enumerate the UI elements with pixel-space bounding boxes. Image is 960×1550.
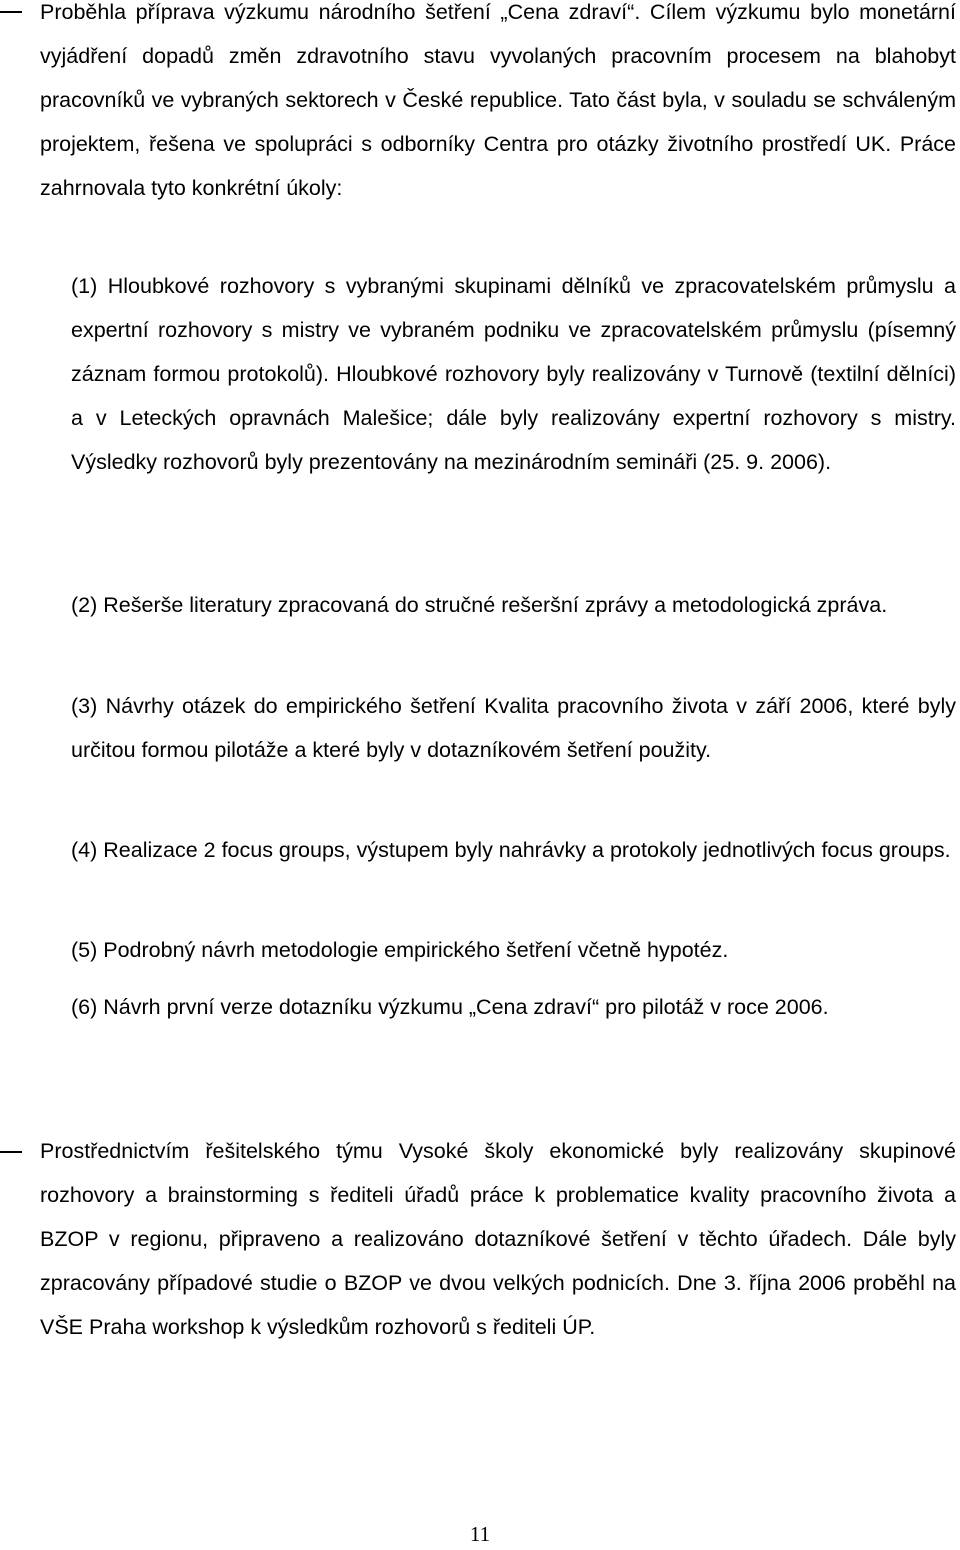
task-1: (1) Hloubkové rozhovory s vybranými skupinami dělníků ve zpracovatelském průmyslu a expertní rozhovory s mistry ve vybraném podniku ve zpracovatelském průmyslu (písemný záznam formou protokolů). Hloubkové rozhovory byly realizovány v Turnově (textilní dělníci) a v Leteckých opravnách Malešice; dále byly realizovány expertní rozhovory s mistry. Výsledky rozhovorů byly prezentovány na mezinárodním semináři (25. 9. 2006). xyxy=(71,274,956,474)
task-4: (4) Realizace 2 focus groups, výstupem byly nahrávky a protokoly jednotlivých focus groups. xyxy=(71,838,951,862)
task-2: (2) Rešerše literatury zpracovaná do stručné rešeršní zprávy a metodologická zpráva. xyxy=(71,593,888,617)
bullet-dash-2 xyxy=(0,1151,22,1153)
task-5: (5) Podrobný návrh metodologie empirického šetření včetně hypotéz. xyxy=(71,938,729,962)
task-6: (6) Návrh první verze dotazníku výzkumu „Cena zdraví“ pro pilotáž v roce 2006. xyxy=(71,995,829,1019)
task-3: (3) Návrhy otázek do empirického šetření Kvalita pracovního života v září 2006, které byly určitou formou pilotáže a které byly v dotazníkovém šetření použity. xyxy=(71,694,956,762)
bullet-paragraph-1: Proběhla příprava výzkumu národního šetření „Cena zdraví“. Cílem výzkumu bylo monetární vyjádření dopadů změn zdravotního stavu vyvolaných pracovním procesem na blahobyt pracovníků ve vybraných sektorech v České republice. Tato část byla, v souladu se schváleným projektem, řešena ve spolupráci s odborníky Centra pro otázky životního prostředí UK. Práce zahrnovala tyto konkrétní úkoly: xyxy=(40,0,956,200)
bullet-dash-1 xyxy=(0,11,22,13)
page-number: 11 xyxy=(469,1522,491,1546)
bullet-paragraph-2: Prostřednictvím řešitelského týmu Vysoké školy ekonomické byly realizovány skupinové rozhovory a brainstorming s řediteli úřadů práce k problematice kvality pracovního života a BZOP v regionu, připraveno a realizováno dotazníkové šetření v těchto úřadech. Dále byly zpracovány případové studie o BZOP ve dvou velkých podnicích. Dne 3. října 2006 proběhl na VŠE Praha workshop k výsledkům rozhovorů s řediteli ÚP. xyxy=(40,1139,956,1339)
